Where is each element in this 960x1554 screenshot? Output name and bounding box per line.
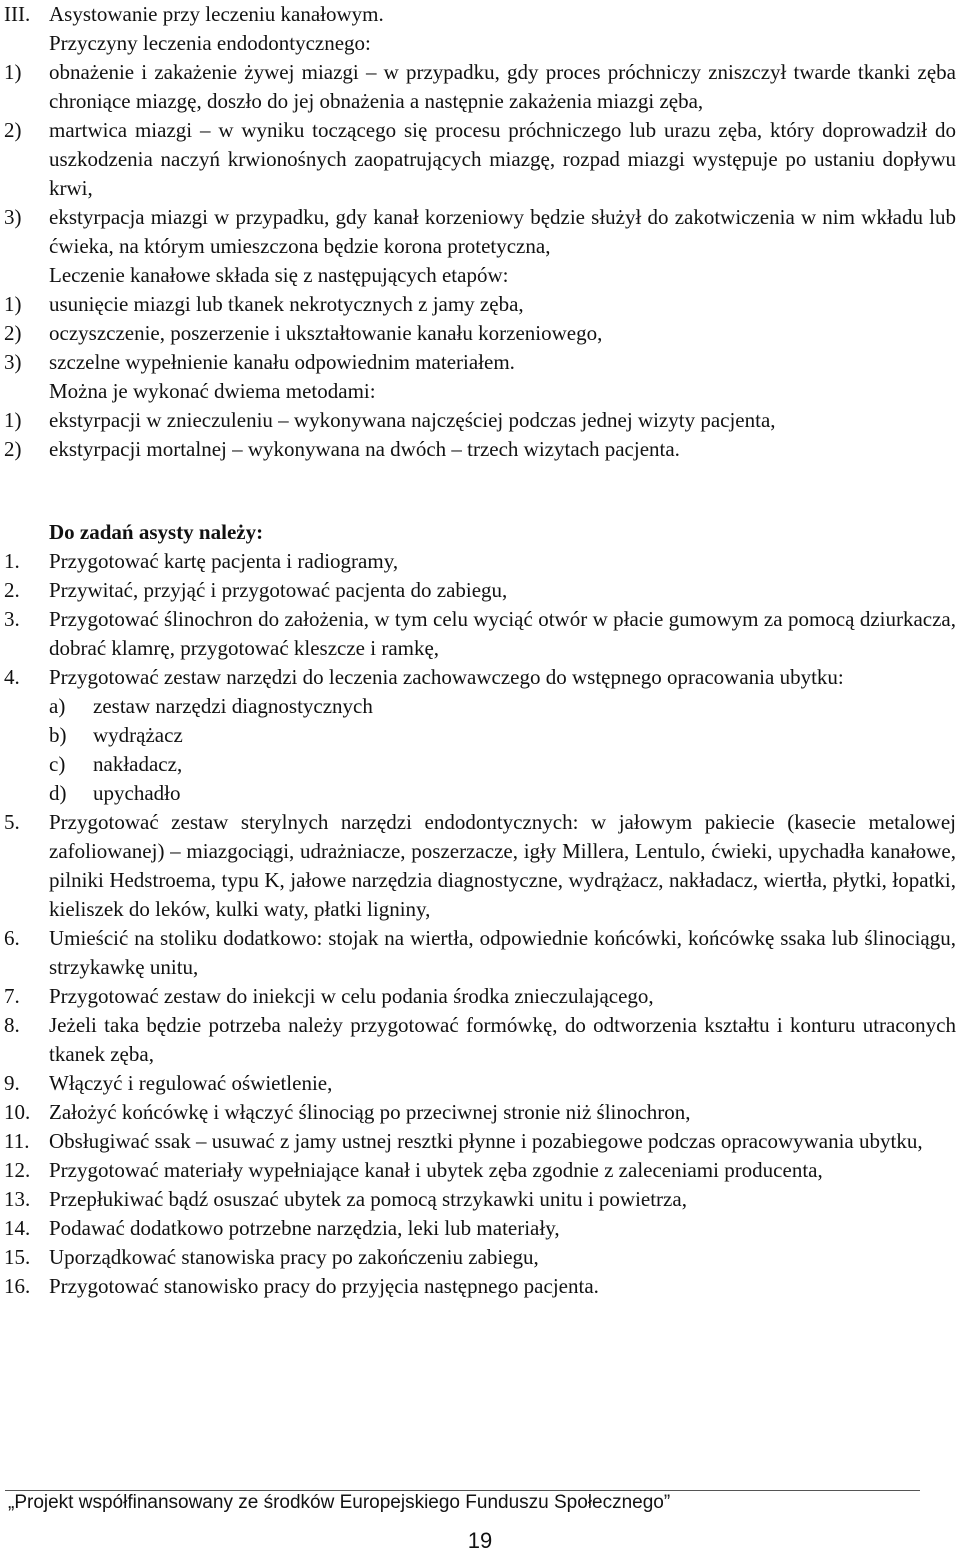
stages-heading: Leczenie kanałowe składa się z następujących etapów: [49, 263, 509, 287]
tasks-heading: Do zadań asysty należy: [49, 520, 264, 544]
list-item: 14. Podawać dodatkowo potrzebne narzędzia, leki lub materiały, [4, 1216, 560, 1240]
list-item: 2. Przywitać, przyjąć i przygotować pacjenta do zabiegu, [4, 578, 508, 602]
list-item: 13. Przepłukiwać bądź osuszać ubytek za pomocą strzykawki unitu i powietrza, [4, 1187, 687, 1211]
list-item: 10. Założyć końcówkę i włączyć ślinociąg po przeciwnej stronie niż ślinochron, [4, 1100, 691, 1124]
list-item: 2) ekstyrpacji mortalnej – wykonywana na dwóch – trzech wizytach pacjenta. [4, 437, 680, 461]
list-item: 9. Włączyć i regulować oświetlenie, [4, 1071, 333, 1095]
list-item: 1) obnażenie i zakażenie żywej miazgi – w przypadku, gdy proces próchniczy zniszczył twarde tkanki zęba chroniące miazgę, doszło do jej obnażenia a następnie zakażenia miazgi zęba, [4, 60, 956, 113]
stages-list [0, 290, 956, 377]
causes-list [0, 58, 956, 261]
list-item: 3. Przygotować ślinochron do założenia, w tym celu wyciąć otwór w płacie gumowym za pomocą dziurkacza, dobrać klamrę, przygotować kleszcze i ramkę, [4, 607, 956, 660]
list-item: 3) szczelne wypełnienie kanału odpowiednim materiałem. [4, 350, 515, 374]
sub-list-item: d) upychadło [49, 781, 181, 805]
endodontic-section [0, 0, 956, 464]
page-number: 19 [467, 1528, 493, 1553]
section-title: Asystowanie przy leczeniu kanałowym. [49, 2, 384, 26]
list-item: 12. Przygotować materiały wypełniające kanał i ubytek zęba zgodnie z zaleceniami producenta, [4, 1158, 823, 1182]
section-heading [0, 0, 956, 29]
methods-heading: Można je wykonać dwiema metodami: [49, 379, 376, 403]
footer-divider [5, 1490, 920, 1491]
section-number: III. [4, 2, 31, 26]
list-item: 6. Umieścić na stoliku dodatkowo: stojak na wiertła, odpowiednie końcówki, końcówkę ssaka lub ślinociągu, strzykawkę unitu, [4, 926, 956, 979]
tasks-list [0, 547, 956, 1301]
list-item: 1. Przygotować kartę pacjenta i radiogramy, [4, 549, 399, 573]
footer-text: „Projekt współfinansowany ze środków Europejskiego Funduszu Społecznego” [8, 1492, 671, 1513]
list-item: 1) usunięcie miazgi lub tkanek nekrotycznych z jamy zęba, [4, 292, 524, 316]
methods-list [0, 406, 956, 464]
list-item: 11. Obsługiwać ssak – usuwać z jamy ustnej resztki płynne i pozabiegowe podczas opracowywania ubytku, [4, 1129, 923, 1153]
sub-list-item: c) nakładacz, [49, 752, 183, 776]
list-item: 2) martwica miazgi – w wyniku toczącego się procesu próchniczego lub urazu zęba, który doprowadził do uszkodzenia naczyń krwionośnych zaopatrujących miazgę, rozpad miazgi występuje po ustaniu dopływu krwi, [4, 118, 956, 200]
causes-heading: Przyczyny leczenia endodontycznego: [49, 31, 371, 55]
list-item: 15. Uporządkować stanowiska pracy po zakończeniu zabiegu, [4, 1245, 539, 1269]
list-item: 3) ekstyrpacja miazgi w przypadku, gdy kanał korzeniowy będzie służył do zakotwiczenia w nim wkładu lub ćwieka, na którym umieszczona będzie korona protetyczna, [4, 205, 956, 258]
list-item: 16. Przygotować stanowisko pracy do przyjęcia następnego pacjenta. [4, 1274, 599, 1298]
list-item: 5. Przygotować zestaw sterylnych narzędzi endodontycznych: w jałowym pakiecie (kasecie metalowej zafoliowanej) – miazgociągi, udrażniacze, poszerzacze, igły Millera, Lentulo, ćwieki, upychadła kanałowe, pilniki Hedstroema, typu K, jałowe narzędzia diagnostyczne, wydrążacz, nakładacz, wiertła, płytki, łopatki, kieliszek do leków, kulki waty, płatki ligniny, [4, 810, 956, 921]
tasks-section [0, 518, 956, 1301]
list-item: 7. Przygotować zestaw do iniekcji w celu podania środka znieczulającego, [4, 984, 654, 1008]
sub-list-item: b) wydrążacz [49, 723, 183, 747]
list-item: 8. Jeżeli taka będzie potrzeba należy przygotować formówkę, do odtworzenia kształtu i konturu utraconych tkanek zęba, [4, 1013, 956, 1066]
sub-list-item: a) zestaw narzędzi diagnostycznych [49, 694, 373, 718]
list-item: 2) oczyszczenie, poszerzenie i ukształtowanie kanału korzeniowego, [4, 321, 603, 345]
list-item: 4. Przygotować zestaw narzędzi do leczenia zachowawczego do wstępnego opracowania ubytku: [4, 665, 844, 689]
list-item: 1) ekstyrpacji w znieczuleniu – wykonywana najczęściej podczas jednej wizyty pacjenta, [4, 408, 776, 432]
